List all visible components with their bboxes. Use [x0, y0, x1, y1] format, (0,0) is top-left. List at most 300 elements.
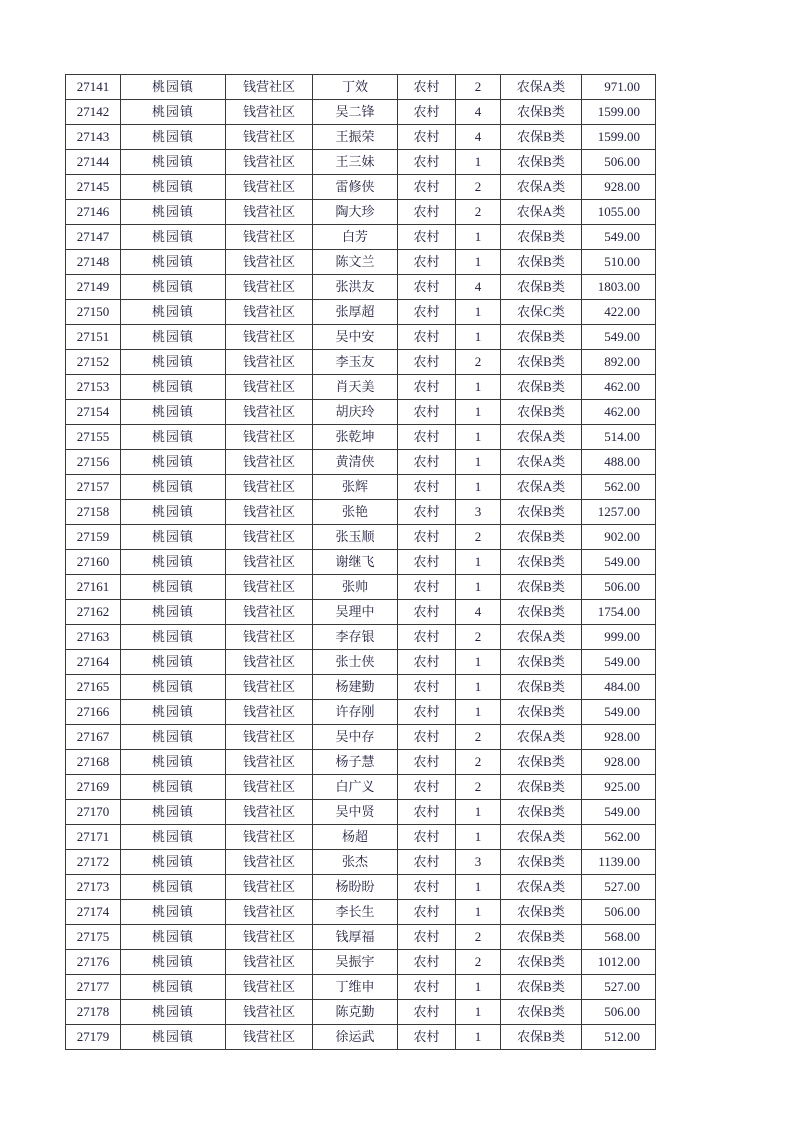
community-cell: 钱营社区 [226, 275, 313, 300]
serial-number-cell: 27146 [66, 200, 121, 225]
town-cell: 桃园镇 [121, 1025, 226, 1050]
person-name-cell: 张洪友 [313, 275, 398, 300]
table-row [66, 1000, 656, 1025]
town-cell: 桃园镇 [121, 175, 226, 200]
household-type-cell: 农村 [398, 475, 456, 500]
town-cell: 桃园镇 [121, 675, 226, 700]
community-cell: 钱营社区 [226, 625, 313, 650]
table-row [66, 650, 656, 675]
community-cell: 钱营社区 [226, 775, 313, 800]
person-name-cell: 谢继飞 [313, 550, 398, 575]
insurance-category-cell: 农保B类 [501, 325, 582, 350]
family-count-cell: 4 [456, 125, 501, 150]
insurance-category-cell: 农保A类 [501, 475, 582, 500]
household-type-cell: 农村 [398, 450, 456, 475]
community-cell: 钱营社区 [226, 525, 313, 550]
town-cell: 桃园镇 [121, 825, 226, 850]
pension-amount-cell: 1754.00 [582, 600, 656, 625]
town-cell: 桃园镇 [121, 650, 226, 675]
insurance-category-cell: 农保B类 [501, 350, 582, 375]
serial-number-cell: 27165 [66, 675, 121, 700]
family-count-cell: 1 [456, 450, 501, 475]
family-count-cell: 1 [456, 1025, 501, 1050]
insurance-category-cell: 农保B类 [501, 250, 582, 275]
insurance-category-cell: 农保B类 [501, 125, 582, 150]
serial-number-cell: 27172 [66, 850, 121, 875]
table-row [66, 350, 656, 375]
insurance-category-cell: 农保B类 [501, 600, 582, 625]
town-cell: 桃园镇 [121, 600, 226, 625]
family-count-cell: 1 [456, 700, 501, 725]
insurance-category-cell: 农保B类 [501, 400, 582, 425]
family-count-cell: 2 [456, 775, 501, 800]
person-name-cell: 胡庆玲 [313, 400, 398, 425]
serial-number-cell: 27178 [66, 1000, 121, 1025]
family-count-cell: 1 [456, 300, 501, 325]
insurance-category-cell: 农保A类 [501, 175, 582, 200]
pension-amount-cell: 422.00 [582, 300, 656, 325]
community-cell: 钱营社区 [226, 425, 313, 450]
pension-amount-cell: 925.00 [582, 775, 656, 800]
town-cell: 桃园镇 [121, 625, 226, 650]
pension-amount-cell: 928.00 [582, 725, 656, 750]
table-row [66, 575, 656, 600]
table-row [66, 300, 656, 325]
serial-number-cell: 27169 [66, 775, 121, 800]
community-cell: 钱营社区 [226, 875, 313, 900]
family-count-cell: 4 [456, 100, 501, 125]
serial-number-cell: 27174 [66, 900, 121, 925]
person-name-cell: 杨超 [313, 825, 398, 850]
household-type-cell: 农村 [398, 550, 456, 575]
pension-amount-cell: 512.00 [582, 1025, 656, 1050]
town-cell: 桃园镇 [121, 425, 226, 450]
pension-amount-cell: 510.00 [582, 250, 656, 275]
person-name-cell: 吴中安 [313, 325, 398, 350]
household-type-cell: 农村 [398, 400, 456, 425]
family-count-cell: 1 [456, 1000, 501, 1025]
family-count-cell: 1 [456, 800, 501, 825]
household-type-cell: 农村 [398, 750, 456, 775]
insurance-category-cell: 农保C类 [501, 300, 582, 325]
person-name-cell: 陈文兰 [313, 250, 398, 275]
community-cell: 钱营社区 [226, 700, 313, 725]
town-cell: 桃园镇 [121, 750, 226, 775]
table-row [66, 925, 656, 950]
pension-amount-cell: 549.00 [582, 325, 656, 350]
town-cell: 桃园镇 [121, 325, 226, 350]
household-type-cell: 农村 [398, 875, 456, 900]
family-count-cell: 2 [456, 925, 501, 950]
community-cell: 钱营社区 [226, 400, 313, 425]
insurance-category-cell: 农保B类 [501, 150, 582, 175]
household-type-cell: 农村 [398, 675, 456, 700]
pension-amount-cell: 902.00 [582, 525, 656, 550]
town-cell: 桃园镇 [121, 150, 226, 175]
insurance-category-cell: 农保B类 [501, 225, 582, 250]
serial-number-cell: 27156 [66, 450, 121, 475]
pension-amount-cell: 562.00 [582, 475, 656, 500]
town-cell: 桃园镇 [121, 550, 226, 575]
serial-number-cell: 27157 [66, 475, 121, 500]
pension-amount-cell: 1599.00 [582, 125, 656, 150]
community-cell: 钱营社区 [226, 925, 313, 950]
community-cell: 钱营社区 [226, 950, 313, 975]
town-cell: 桃园镇 [121, 850, 226, 875]
pension-amount-cell: 527.00 [582, 975, 656, 1000]
town-cell: 桃园镇 [121, 525, 226, 550]
serial-number-cell: 27144 [66, 150, 121, 175]
table-row [66, 975, 656, 1000]
table-row [66, 875, 656, 900]
community-cell: 钱营社区 [226, 175, 313, 200]
community-cell: 钱营社区 [226, 600, 313, 625]
pension-amount-cell: 514.00 [582, 425, 656, 450]
person-name-cell: 陈克勤 [313, 1000, 398, 1025]
family-count-cell: 2 [456, 175, 501, 200]
table-row [66, 500, 656, 525]
pension-amount-cell: 488.00 [582, 450, 656, 475]
household-type-cell: 农村 [398, 850, 456, 875]
community-cell: 钱营社区 [226, 150, 313, 175]
family-count-cell: 1 [456, 825, 501, 850]
household-type-cell: 农村 [398, 325, 456, 350]
town-cell: 桃园镇 [121, 300, 226, 325]
town-cell: 桃园镇 [121, 375, 226, 400]
person-name-cell: 白芳 [313, 225, 398, 250]
insurance-category-cell: 农保A类 [501, 425, 582, 450]
family-count-cell: 1 [456, 325, 501, 350]
insurance-category-cell: 农保A类 [501, 625, 582, 650]
serial-number-cell: 27167 [66, 725, 121, 750]
town-cell: 桃园镇 [121, 500, 226, 525]
family-count-cell: 1 [456, 400, 501, 425]
community-cell: 钱营社区 [226, 225, 313, 250]
insurance-category-cell: 农保B类 [501, 275, 582, 300]
insurance-category-cell: 农保B类 [501, 650, 582, 675]
insurance-category-cell: 农保B类 [501, 850, 582, 875]
family-count-cell: 1 [456, 975, 501, 1000]
pension-amount-cell: 1803.00 [582, 275, 656, 300]
person-name-cell: 吴二锋 [313, 100, 398, 125]
family-count-cell: 1 [456, 900, 501, 925]
community-cell: 钱营社区 [226, 550, 313, 575]
household-type-cell: 农村 [398, 275, 456, 300]
town-cell: 桃园镇 [121, 350, 226, 375]
serial-number-cell: 27145 [66, 175, 121, 200]
community-cell: 钱营社区 [226, 1025, 313, 1050]
pension-amount-cell: 549.00 [582, 225, 656, 250]
insurance-category-cell: 农保B类 [501, 100, 582, 125]
household-type-cell: 农村 [398, 800, 456, 825]
table-row [66, 475, 656, 500]
insurance-category-cell: 农保A类 [501, 725, 582, 750]
town-cell: 桃园镇 [121, 125, 226, 150]
table-row [66, 525, 656, 550]
town-cell: 桃园镇 [121, 925, 226, 950]
pension-amount-cell: 549.00 [582, 550, 656, 575]
pension-amount-cell: 971.00 [582, 75, 656, 100]
household-type-cell: 农村 [398, 950, 456, 975]
person-name-cell: 杨盼盼 [313, 875, 398, 900]
serial-number-cell: 27158 [66, 500, 121, 525]
town-cell: 桃园镇 [121, 875, 226, 900]
household-type-cell: 农村 [398, 825, 456, 850]
table-row [66, 275, 656, 300]
town-cell: 桃园镇 [121, 450, 226, 475]
family-count-cell: 2 [456, 525, 501, 550]
community-cell: 钱营社区 [226, 725, 313, 750]
serial-number-cell: 27152 [66, 350, 121, 375]
community-cell: 钱营社区 [226, 650, 313, 675]
serial-number-cell: 27164 [66, 650, 121, 675]
person-name-cell: 李长生 [313, 900, 398, 925]
pension-amount-cell: 928.00 [582, 750, 656, 775]
insurance-category-cell: 农保B类 [501, 900, 582, 925]
household-type-cell: 农村 [398, 350, 456, 375]
family-count-cell: 1 [456, 550, 501, 575]
table-row [66, 225, 656, 250]
person-name-cell: 王振荣 [313, 125, 398, 150]
pension-amount-cell: 506.00 [582, 575, 656, 600]
family-count-cell: 1 [456, 650, 501, 675]
insurance-category-cell: 农保A类 [501, 825, 582, 850]
insurance-category-cell: 农保B类 [501, 1025, 582, 1050]
community-cell: 钱营社区 [226, 375, 313, 400]
pension-amount-cell: 462.00 [582, 375, 656, 400]
pension-amount-cell: 999.00 [582, 625, 656, 650]
family-count-cell: 2 [456, 725, 501, 750]
community-cell: 钱营社区 [226, 750, 313, 775]
pension-amount-cell: 1055.00 [582, 200, 656, 225]
pension-amount-cell: 1012.00 [582, 950, 656, 975]
table-row [66, 725, 656, 750]
town-cell: 桃园镇 [121, 1000, 226, 1025]
pension-amount-cell: 506.00 [582, 150, 656, 175]
town-cell: 桃园镇 [121, 975, 226, 1000]
person-name-cell: 张辉 [313, 475, 398, 500]
serial-number-cell: 27171 [66, 825, 121, 850]
family-count-cell: 2 [456, 950, 501, 975]
pension-amount-cell: 568.00 [582, 925, 656, 950]
household-type-cell: 农村 [398, 100, 456, 125]
table-row [66, 1025, 656, 1050]
family-count-cell: 1 [456, 225, 501, 250]
serial-number-cell: 27154 [66, 400, 121, 425]
person-name-cell: 张帅 [313, 575, 398, 600]
person-name-cell: 杨子慧 [313, 750, 398, 775]
town-cell: 桃园镇 [121, 200, 226, 225]
pension-amount-cell: 562.00 [582, 825, 656, 850]
person-name-cell: 张士侠 [313, 650, 398, 675]
table-row [66, 250, 656, 275]
town-cell: 桃园镇 [121, 475, 226, 500]
family-count-cell: 1 [456, 475, 501, 500]
person-name-cell: 吴中存 [313, 725, 398, 750]
family-count-cell: 3 [456, 850, 501, 875]
town-cell: 桃园镇 [121, 100, 226, 125]
person-name-cell: 陶大珍 [313, 200, 398, 225]
household-type-cell: 农村 [398, 700, 456, 725]
table-row [66, 625, 656, 650]
person-name-cell: 杨建勤 [313, 675, 398, 700]
serial-number-cell: 27155 [66, 425, 121, 450]
serial-number-cell: 27150 [66, 300, 121, 325]
insurance-category-cell: 农保B类 [501, 800, 582, 825]
town-cell: 桃园镇 [121, 225, 226, 250]
insurance-category-cell: 农保A类 [501, 200, 582, 225]
table-row [66, 750, 656, 775]
household-type-cell: 农村 [398, 125, 456, 150]
family-count-cell: 2 [456, 750, 501, 775]
household-type-cell: 农村 [398, 200, 456, 225]
town-cell: 桃园镇 [121, 950, 226, 975]
insurance-category-cell: 农保B类 [501, 575, 582, 600]
household-type-cell: 农村 [398, 725, 456, 750]
family-count-cell: 1 [456, 150, 501, 175]
household-type-cell: 农村 [398, 375, 456, 400]
serial-number-cell: 27141 [66, 75, 121, 100]
pension-amount-cell: 484.00 [582, 675, 656, 700]
household-type-cell: 农村 [398, 975, 456, 1000]
town-cell: 桃园镇 [121, 75, 226, 100]
community-cell: 钱营社区 [226, 100, 313, 125]
table-row [66, 675, 656, 700]
person-name-cell: 吴理中 [313, 600, 398, 625]
household-type-cell: 农村 [398, 75, 456, 100]
serial-number-cell: 27168 [66, 750, 121, 775]
pension-table [65, 74, 656, 1050]
person-name-cell: 雷修侠 [313, 175, 398, 200]
pension-amount-cell: 1599.00 [582, 100, 656, 125]
table-row [66, 825, 656, 850]
serial-number-cell: 27148 [66, 250, 121, 275]
serial-number-cell: 27162 [66, 600, 121, 625]
insurance-category-cell: 农保B类 [501, 550, 582, 575]
person-name-cell: 张厚超 [313, 300, 398, 325]
person-name-cell: 丁效 [313, 75, 398, 100]
pension-amount-cell: 1139.00 [582, 850, 656, 875]
table-row [66, 600, 656, 625]
household-type-cell: 农村 [398, 600, 456, 625]
table-row [66, 550, 656, 575]
serial-number-cell: 27149 [66, 275, 121, 300]
family-count-cell: 1 [456, 675, 501, 700]
household-type-cell: 农村 [398, 575, 456, 600]
table-row [66, 850, 656, 875]
table-row [66, 450, 656, 475]
town-cell: 桃园镇 [121, 250, 226, 275]
serial-number-cell: 27170 [66, 800, 121, 825]
serial-number-cell: 27176 [66, 950, 121, 975]
insurance-category-cell: 农保A类 [501, 875, 582, 900]
table-row [66, 75, 656, 100]
serial-number-cell: 27147 [66, 225, 121, 250]
serial-number-cell: 27177 [66, 975, 121, 1000]
serial-number-cell: 27160 [66, 550, 121, 575]
pension-amount-cell: 892.00 [582, 350, 656, 375]
household-type-cell: 农村 [398, 650, 456, 675]
insurance-category-cell: 农保A类 [501, 450, 582, 475]
family-count-cell: 4 [456, 275, 501, 300]
household-type-cell: 农村 [398, 625, 456, 650]
town-cell: 桃园镇 [121, 775, 226, 800]
family-count-cell: 3 [456, 500, 501, 525]
community-cell: 钱营社区 [226, 350, 313, 375]
family-count-cell: 1 [456, 425, 501, 450]
insurance-category-cell: 农保B类 [501, 750, 582, 775]
insurance-category-cell: 农保B类 [501, 700, 582, 725]
table-row [66, 100, 656, 125]
town-cell: 桃园镇 [121, 700, 226, 725]
community-cell: 钱营社区 [226, 825, 313, 850]
community-cell: 钱营社区 [226, 1000, 313, 1025]
household-type-cell: 农村 [398, 175, 456, 200]
household-type-cell: 农村 [398, 500, 456, 525]
person-name-cell: 王三妹 [313, 150, 398, 175]
community-cell: 钱营社区 [226, 250, 313, 275]
family-count-cell: 1 [456, 250, 501, 275]
person-name-cell: 吴中贤 [313, 800, 398, 825]
family-count-cell: 2 [456, 75, 501, 100]
pension-amount-cell: 549.00 [582, 700, 656, 725]
town-cell: 桃园镇 [121, 575, 226, 600]
insurance-category-cell: 农保B类 [501, 375, 582, 400]
community-cell: 钱营社区 [226, 850, 313, 875]
person-name-cell: 张杰 [313, 850, 398, 875]
table-row [66, 400, 656, 425]
community-cell: 钱营社区 [226, 200, 313, 225]
table-row [66, 150, 656, 175]
serial-number-cell: 27179 [66, 1025, 121, 1050]
household-type-cell: 农村 [398, 1000, 456, 1025]
community-cell: 钱营社区 [226, 675, 313, 700]
person-name-cell: 张乾坤 [313, 425, 398, 450]
serial-number-cell: 27159 [66, 525, 121, 550]
family-count-cell: 1 [456, 575, 501, 600]
community-cell: 钱营社区 [226, 75, 313, 100]
table-row [66, 175, 656, 200]
insurance-category-cell: 农保B类 [501, 675, 582, 700]
family-count-cell: 4 [456, 600, 501, 625]
table-row [66, 425, 656, 450]
person-name-cell: 李玉友 [313, 350, 398, 375]
table-row [66, 325, 656, 350]
serial-number-cell: 27153 [66, 375, 121, 400]
serial-number-cell: 27142 [66, 100, 121, 125]
community-cell: 钱营社区 [226, 975, 313, 1000]
table-row [66, 775, 656, 800]
insurance-category-cell: 农保B类 [501, 925, 582, 950]
person-name-cell: 李存银 [313, 625, 398, 650]
pension-amount-cell: 549.00 [582, 800, 656, 825]
household-type-cell: 农村 [398, 150, 456, 175]
serial-number-cell: 27175 [66, 925, 121, 950]
table-row [66, 200, 656, 225]
person-name-cell: 白广义 [313, 775, 398, 800]
community-cell: 钱营社区 [226, 800, 313, 825]
insurance-category-cell: 农保A类 [501, 75, 582, 100]
person-name-cell: 黄清侠 [313, 450, 398, 475]
family-count-cell: 1 [456, 875, 501, 900]
town-cell: 桃园镇 [121, 800, 226, 825]
household-type-cell: 农村 [398, 525, 456, 550]
town-cell: 桃园镇 [121, 400, 226, 425]
community-cell: 钱营社区 [226, 900, 313, 925]
insurance-category-cell: 农保B类 [501, 500, 582, 525]
insurance-category-cell: 农保B类 [501, 1000, 582, 1025]
pension-amount-cell: 506.00 [582, 900, 656, 925]
